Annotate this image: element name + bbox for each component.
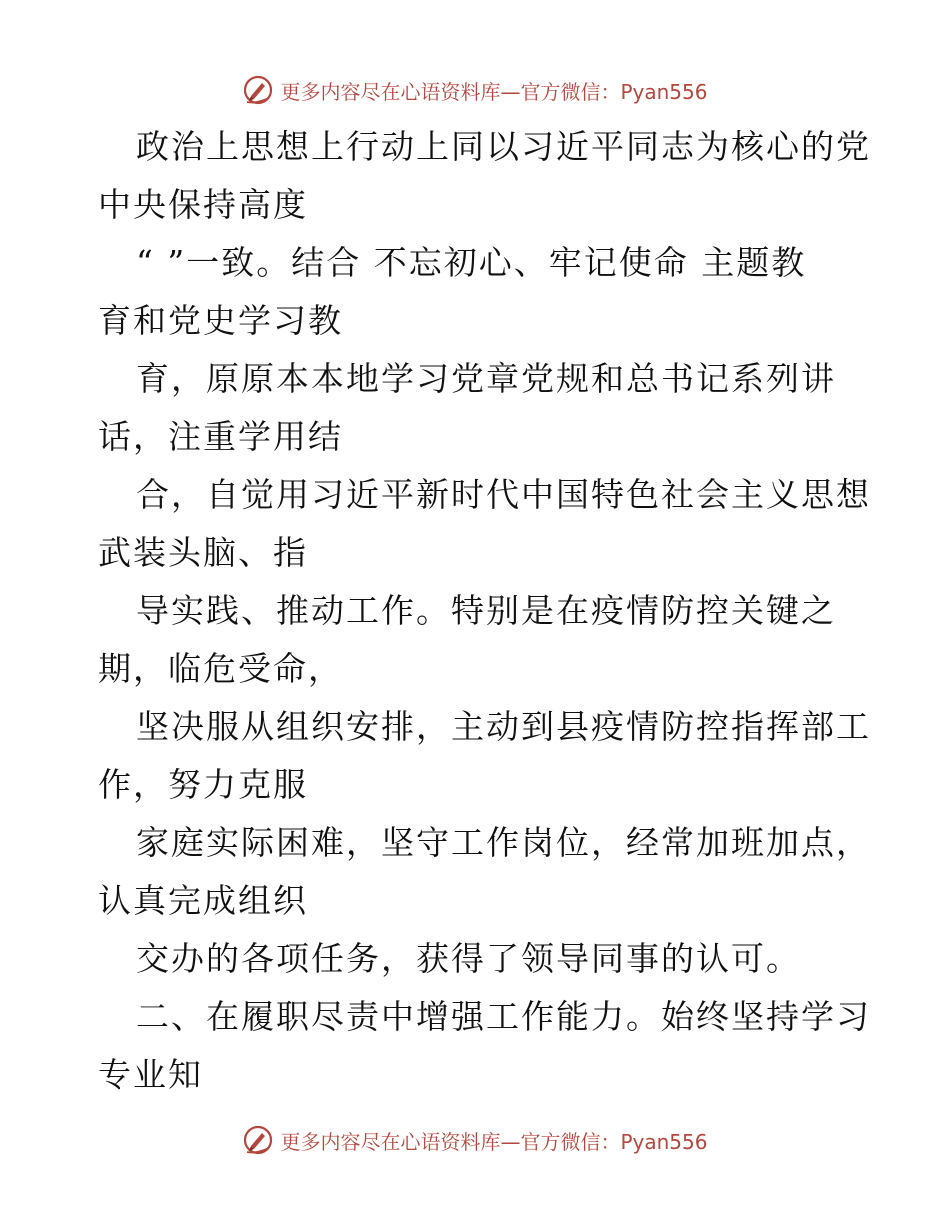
text-line: 作，努力克服 <box>98 765 308 804</box>
text-line: 武装头脑、指 <box>98 533 308 572</box>
text-line: 二、在履职尽责中增强工作能力。始终坚持学习 <box>136 997 871 1036</box>
text-line: 导实践、推动工作。特别是在疫情防控关键之 <box>136 591 836 630</box>
text-line: 话，注重学用结 <box>98 417 343 456</box>
header-banner-text: 更多内容尽在心语资料库—官方微信：Pyan556 <box>280 79 708 104</box>
text-line: 交办的各项任务，获得了领导同事的认可。 <box>136 939 801 978</box>
document-body <box>98 118 871 1104</box>
pen-logo-icon <box>242 74 274 106</box>
text-line: 育，原原本本地学习党章党规和总书记系列讲 <box>136 359 836 398</box>
text-line: 政治上思想上行动上同以习近平同志为核心的党 <box>136 127 871 166</box>
header-banner-inner <box>242 74 707 106</box>
text-line: 专业知 <box>98 1055 203 1094</box>
footer-banner-text: 更多内容尽在心语资料库—官方微信：Pyan556 <box>280 1129 708 1154</box>
text-line: 中央保持高度 <box>98 185 308 224</box>
pen-logo-icon <box>242 1124 274 1156</box>
header-watermark-banner <box>0 70 950 110</box>
footer-watermark-banner <box>0 1120 950 1160</box>
text-line: 育和党史学习教 <box>98 301 343 340</box>
text-line: 家庭实际困难，坚守工作岗位，经常加班加点， <box>136 823 871 862</box>
text-line: 合，自觉用习近平新时代中国特色社会主义思想 <box>136 475 871 514</box>
text-line: 期，临危受命， <box>98 649 343 688</box>
text-line: 认真完成组织 <box>98 881 308 920</box>
text-line: “ ”一致。结合 不忘初心、牢记使命 主题教 <box>136 243 807 282</box>
footer-banner-inner <box>242 1124 707 1156</box>
text-line: 坚决服从组织安排，主动到县疫情防控指挥部工 <box>136 707 871 746</box>
